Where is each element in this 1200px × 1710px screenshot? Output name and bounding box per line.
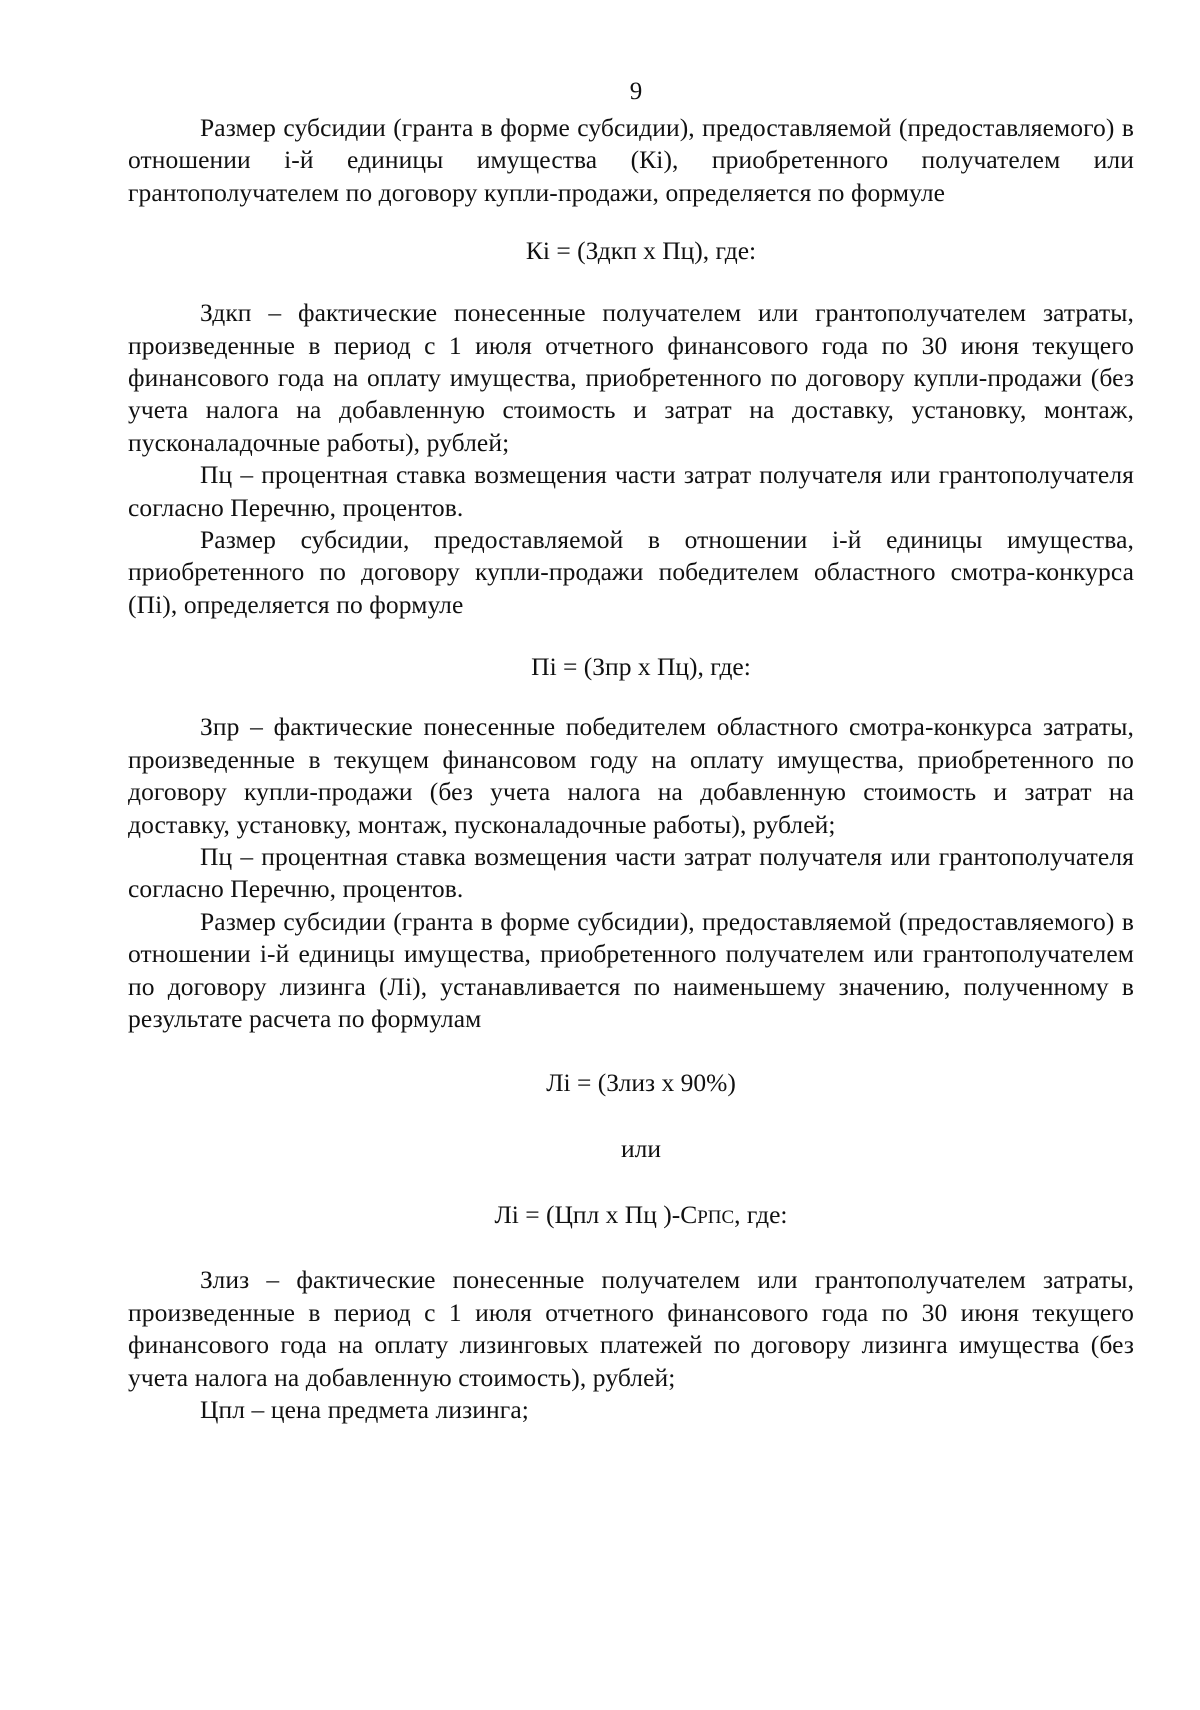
page-number: 9 bbox=[629, 78, 643, 105]
paragraph-li-definition: Размер субсидии (гранта в форме субсидии), предоставляемой (предоставляемого) в отношении i-й единицы имущества, приобретенного получателем или грантополучателем по договору лизинга (Лi), устанавливается по наименьшему значению, полученному в результате расчета по формулам bbox=[128, 906, 1134, 1033]
paragraph-cpl: Цпл – цена предмета лизинга; bbox=[200, 1394, 529, 1424]
formula-pi: Пi = (Зпр х Пц), где: bbox=[531, 652, 751, 682]
formula-li-2-main: Лi = (Цпл х Пц )-С bbox=[494, 1200, 698, 1230]
paragraph-ki-definition: Размер субсидии (гранта в форме субсидии), предоставляемой (предоставляемого) в отношении i-й единицы имущества (Кi), приобретенного получателем или грантополучателем по договору купли-продажи, определяется по формуле bbox=[128, 113, 1134, 207]
paragraph-zliz: Злиз – фактические понесенные получателем или грантополучателем затраты, произведенные в период с 1 июля отчетного финансового года по 30 июня текущего финансового года на оплату лизинговых платежей по договору лизинга имущества (без учета налога на добавленную стоимость), рублей; bbox=[128, 1265, 1134, 1392]
formula-or: или bbox=[620, 1134, 662, 1164]
formula-li-2 bbox=[128, 1199, 1134, 1234]
paragraph-zpr: Зпр – фактические понесенные победителем областного смотра-конкурса затраты, произведенные в текущем финансовом году на оплату имущества, приобретенного по договору купли-продажи (без учета налога на добавленную стоимость и затрат на доставку, установку, монтаж, пусконаладочные работы), рублей; bbox=[128, 712, 1134, 839]
paragraph-pi-definition: Размер субсидии, предоставляемой в отношении i-й единицы имущества, приобретенного по договору купли-продажи победителем областного смотра-конкурса (Пi), определяется по формуле bbox=[128, 525, 1134, 619]
paragraph-zdkp: Здкп – фактические понесенные получателем или грантополучателем затраты, произведенные в период с 1 июля отчетного финансового года по 30 июня текущего финансового года на оплату имущества, приобретенного по договору купли-продажи (без учета налога на добавленную стоимость и затрат на доставку, установку, монтаж, пусконаладочные работы), рублей; bbox=[128, 298, 1134, 457]
formula-li-2-subscript: РПС bbox=[697, 1207, 735, 1229]
formula-ki: Кi = (Здкп х Пц), где: bbox=[525, 236, 757, 266]
formula-li-1: Лi = (Злиз х 90%) bbox=[546, 1068, 736, 1098]
paragraph-pc-1: Пц – процентная ставка возмещения части затрат получателя или грантополучателя согласно Перечню, процентов. bbox=[128, 460, 1134, 522]
paragraph-pc-2: Пц – процентная ставка возмещения части затрат получателя или грантополучателя согласно Перечню, процентов. bbox=[128, 841, 1134, 904]
formula-li-2-tail: , где: bbox=[734, 1200, 788, 1230]
